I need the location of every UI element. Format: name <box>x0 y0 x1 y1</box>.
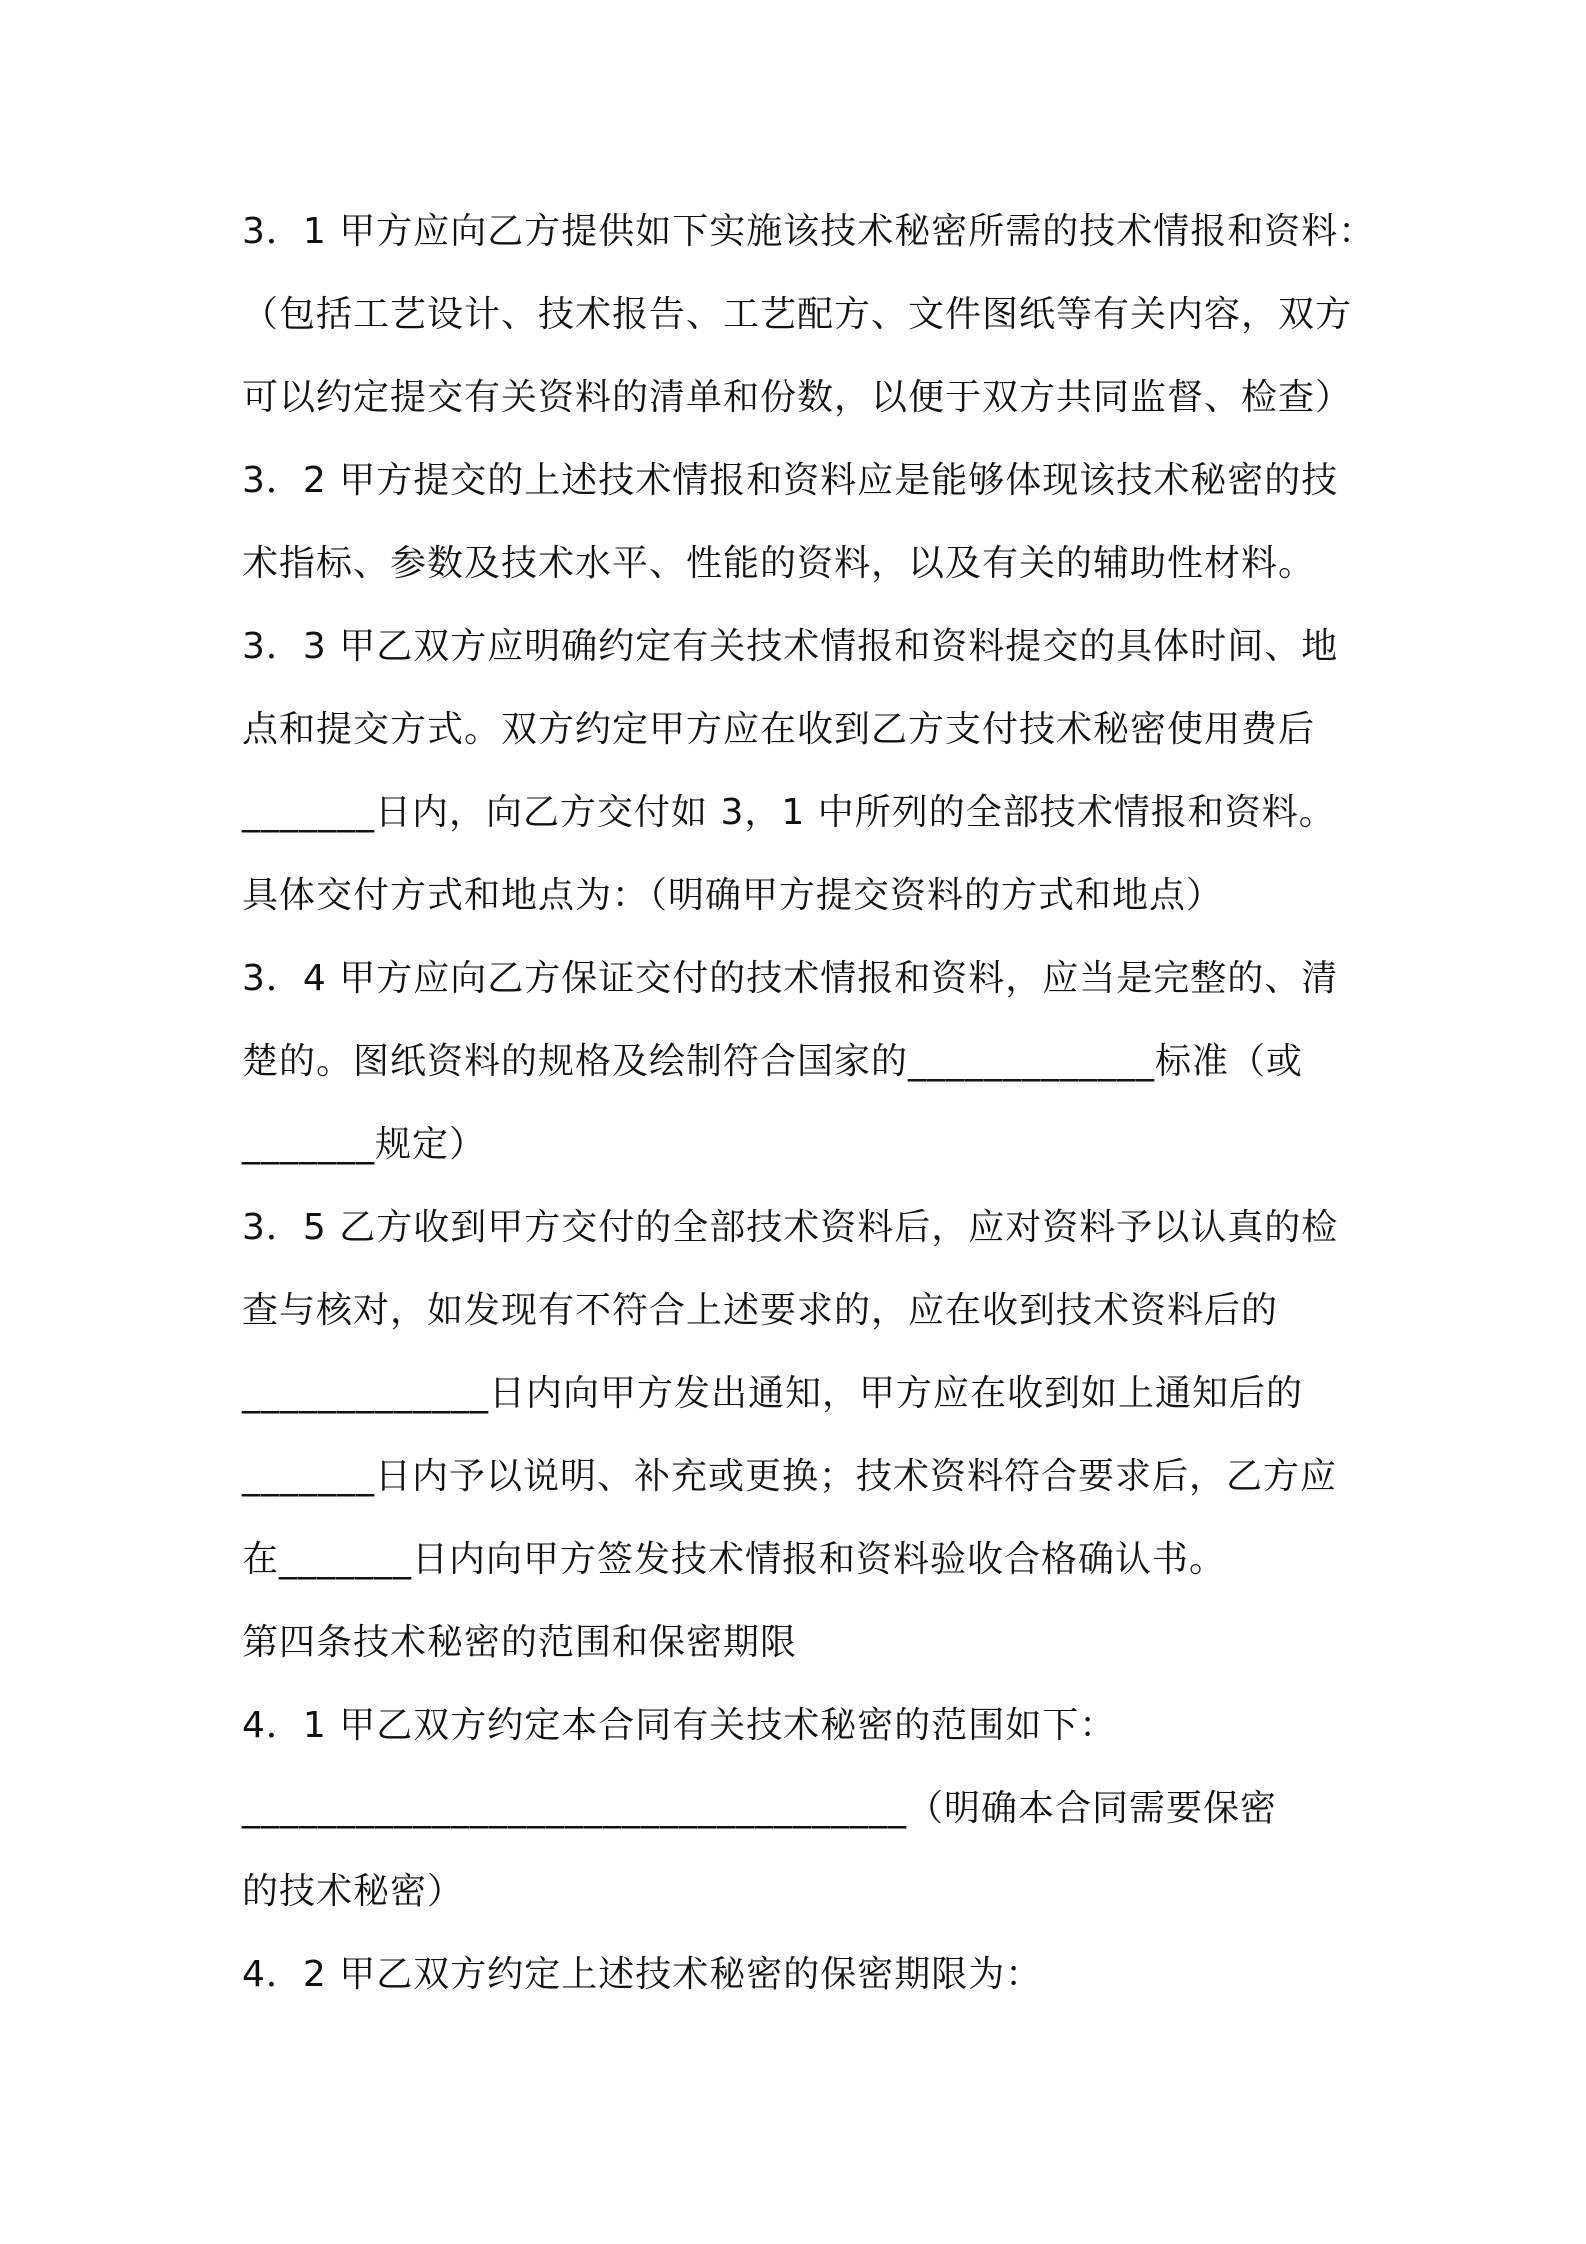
section-heading-article-4: 第四条技术秘密的范围和保密期限 <box>242 1622 798 1663</box>
text-line-4-2: 4．2 甲乙双方约定上述技术秘密的保密期限为： <box>242 1954 1043 1995</box>
text-line-4-1-cont-2: 的技术秘密） <box>242 1871 465 1912</box>
text-line-4-1: 4．1 甲乙双方约定本合同有关技术秘密的范围如下： <box>242 1705 1117 1746</box>
text-line-3-1: 3．1 甲方应向乙方提供如下实施该技术秘密所需的技术情报和资料： <box>242 211 1376 252</box>
text-line-3-4-cont-1: 楚的。图纸资料的规格及绘制符合国家的_____________标准（或 <box>242 1041 1304 1082</box>
text-line-3-2-cont: 术指标、参数及技术水平、性能的资料，以及有关的辅助性材料。 <box>242 543 1316 584</box>
text-line-3-3-cont-3: 具体交付方式和地点为：（明确甲方提交资料的方式和地点） <box>242 875 1224 916</box>
text-line-3-1-cont-2: 可以约定提交有关资料的清单和份数，以便于双方共同监督、检查） <box>242 377 1353 418</box>
text-line-3-3-cont-2: _______日内，向乙方交付如 3，1 中所列的全部技术情报和资料。 <box>242 792 1336 833</box>
text-line-3-3: 3．3 甲乙双方应明确约定有关技术情报和资料提交的具体时间、地 <box>242 626 1339 667</box>
text-line-3-5-cont-1: 查与核对，如发现有不符合上述要求的，应在收到技术资料后的 <box>242 1290 1279 1331</box>
text-line-3-4-cont-2: _______规定） <box>242 1124 487 1165</box>
text-line-3-5-cont-2: _____________日内向甲方发出通知，甲方应在收到如上通知后的 <box>242 1373 1304 1414</box>
text-line-3-5-cont-3: _______日内予以说明、补充或更换；技术资料符合要求后，乙方应 <box>242 1456 1338 1497</box>
text-line-3-3-cont-1: 点和提交方式。双方约定甲方应在收到乙方支付技术秘密使用费后 <box>242 709 1316 750</box>
text-line-3-4: 3．4 甲方应向乙方保证交付的技术情报和资料，应当是完整的、清 <box>242 958 1339 999</box>
text-line-4-1-cont-1: ___________________________________（明确本合同需要保密 <box>242 1788 1278 1829</box>
text-line-3-2: 3．2 甲方提交的上述技术情报和资料应是能够体现该技术秘密的技 <box>242 460 1339 501</box>
text-line-3-1-cont-1: （包括工艺设计、技术报告、工艺配方、文件图纸等有关内容，双方 <box>242 294 1353 335</box>
text-line-3-5: 3．5 乙方收到甲方交付的全部技术资料后，应对资料予以认真的检 <box>242 1207 1339 1248</box>
text-line-3-5-cont-4: 在_______日内向甲方签发技术情报和资料验收合格确认书。 <box>242 1539 1227 1580</box>
